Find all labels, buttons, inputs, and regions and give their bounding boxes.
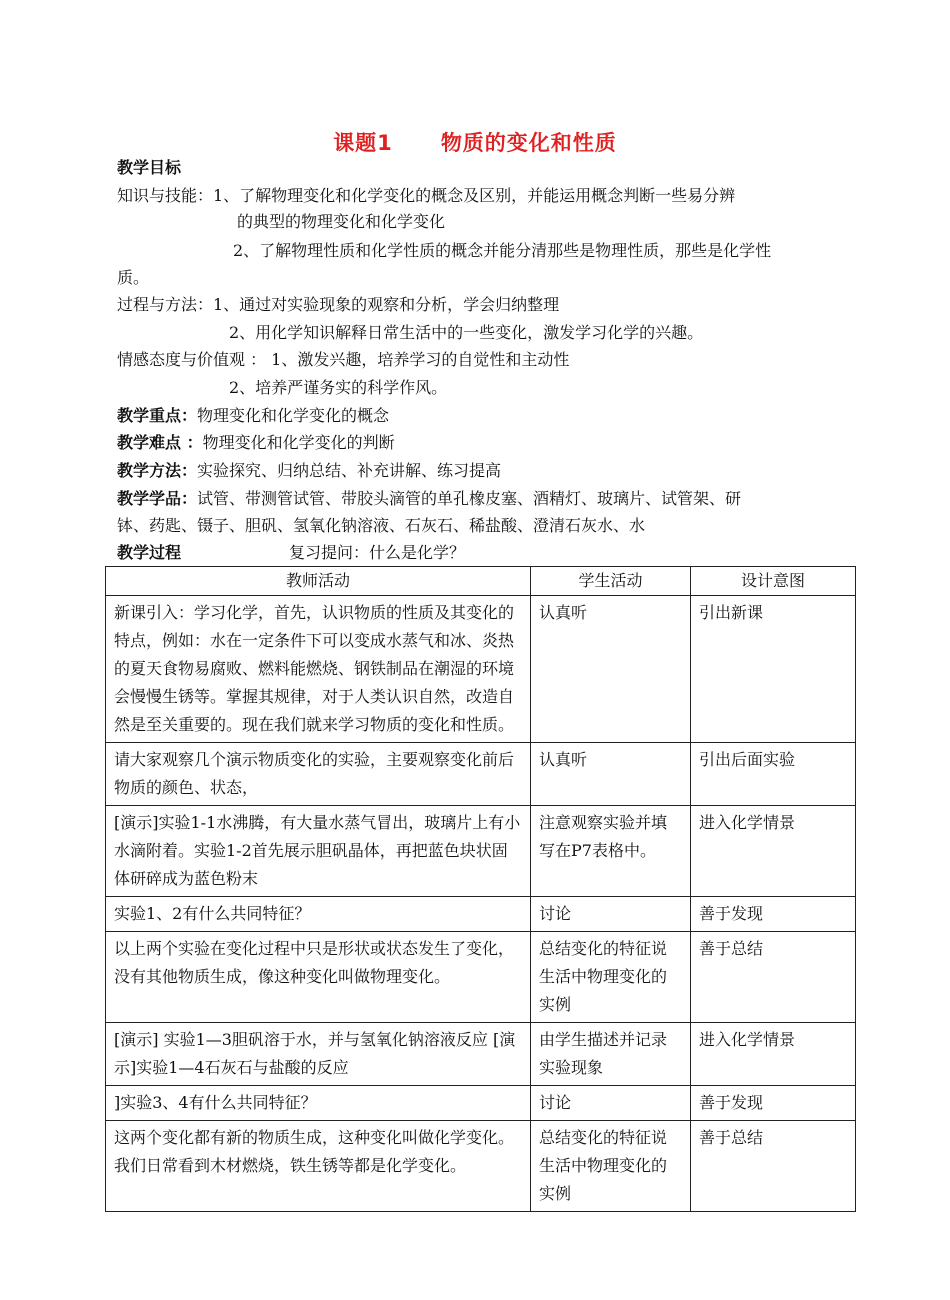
header-teacher: 教师活动 — [106, 567, 531, 596]
knowledge-line-2: 的典型的物理变化和化学变化 — [237, 212, 446, 231]
review-question: 复习提问：什么是化学？ — [289, 543, 466, 562]
intent-cell: 善于发现 — [691, 1086, 856, 1121]
emotion-line-1: 情感态度与价值观 ： 1、激发兴趣，培养学习的自觉性和主动性 — [117, 350, 570, 369]
key-point — [117, 405, 389, 427]
process-row — [117, 542, 465, 564]
table-row — [106, 806, 856, 897]
process-heading: 教学过程 — [117, 543, 182, 562]
intent-cell: 善于总结 — [691, 932, 856, 1023]
emotion-line-2: 2、培养严谨务实的科学作风。 — [229, 378, 448, 397]
student-cell: 讨论 — [531, 897, 691, 932]
intent-cell: 善于发现 — [691, 897, 856, 932]
table-row — [106, 1121, 856, 1212]
table-row — [106, 1023, 856, 1086]
intent-cell: 进入化学情景 — [691, 1023, 856, 1086]
teacher-cell: [演示]实验1-1水沸腾，有大量水蒸气冒出，玻璃片上有小水滴附着。实验1-2首先展示胆矾晶体，再把蓝色块状固体研碎成为蓝色粉末 — [106, 806, 531, 897]
key-point-label: 教学重点： — [117, 406, 198, 425]
teacher-cell: [演示] 实验1—3胆矾溶于水，并与氢氧化钠溶液反应 [演示]实验1—4石灰石与盐酸的反应 — [106, 1023, 531, 1086]
intent-cell: 引出后面实验 — [691, 743, 856, 806]
student-cell: 由学生描述并记录实验现象 — [531, 1023, 691, 1086]
objectives-heading: 教学目标 — [117, 158, 182, 177]
student-cell: 认真听 — [531, 743, 691, 806]
table-row — [106, 596, 856, 743]
process-method-line-1: 过程与方法：1、通过对实验现象的观察和分析，学会归纳整理 — [117, 295, 560, 314]
intent-cell: 进入化学情景 — [691, 806, 856, 897]
knowledge-line-1: 知识与技能：1、了解物理变化和化学变化的概念及区别，并能运用概念判断一些易分辨 — [117, 186, 736, 205]
method-value: 实验探究、归纳总结、补充讲解、练习提高 — [197, 461, 502, 480]
teacher-cell: 新课引入：学习化学，首先，认识物质的性质及其变化的特点，例如：水在一定条件下可以变成水蒸气和冰、炎热的夏天食物易腐败、燃料能燃烧、钢铁制品在潮湿的环境会慢慢生锈等。掌握其规律，对于人类认识自然，改造自然是至关重要的。现在我们就来学习物质的变化和性质。 — [106, 596, 531, 743]
intent-cell: 引出新课 — [691, 596, 856, 743]
teacher-cell: 以上两个实验在变化过程中只是形状或状态发生了变化，没有其他物质生成，像这种变化叫做物理变化。 — [106, 932, 531, 1023]
teacher-cell: 请大家观察几个演示物质变化的实验，主要观察变化前后物质的颜色、状态， — [106, 743, 531, 806]
method-label: 教学方法： — [117, 461, 198, 480]
teacher-cell: ]实验3、4有什么共同特征？ — [106, 1086, 531, 1121]
difficulty — [117, 432, 395, 454]
header-student: 学生活动 — [531, 567, 691, 596]
header-intent: 设计意图 — [691, 567, 856, 596]
knowledge-line-4: 质。 — [117, 268, 150, 287]
key-point-value: 物理变化和化学变化的概念 — [197, 406, 390, 425]
lesson-table — [105, 566, 855, 1212]
materials — [117, 488, 741, 510]
materials-line-1: 试管、带测管试管、带胶头滴管的单孔橡皮塞、酒精灯、玻璃片、试管架、研 — [197, 489, 742, 508]
materials-label: 教学学品： — [117, 489, 198, 508]
knowledge-line-3: 2、了解物理性质和化学性质的概念并能分清那些是物理性质，那些是化学性 — [233, 241, 772, 260]
process-method-line-2: 2、用化学知识解释日常生活中的一些变化，激发学习化学的兴趣。 — [229, 323, 704, 342]
difficulty-value: 物理变化和化学变化的判断 — [202, 433, 395, 452]
method — [117, 460, 501, 482]
table-row — [106, 897, 856, 932]
student-cell: 讨论 — [531, 1086, 691, 1121]
teacher-cell: 实验1、2有什么共同特征？ — [106, 897, 531, 932]
table-header-row — [106, 567, 856, 596]
table-row — [106, 932, 856, 1023]
title-lesson-number: 课题1 — [333, 131, 393, 155]
page-title — [0, 127, 950, 157]
teacher-cell: 这两个变化都有新的物质生成，这种变化叫做化学变化。我们日常看到木材燃烧，铁生锈等都是化学变化。 — [106, 1121, 531, 1212]
student-cell: 注意观察实验并填写在P7表格中。 — [531, 806, 691, 897]
table-row — [106, 743, 856, 806]
intent-cell: 善于总结 — [691, 1121, 856, 1212]
materials-line-2: 钵、药匙、镊子、胆矾、氢氧化钠溶液、石灰石、稀盐酸、澄清石灰水、水 — [117, 516, 646, 535]
student-cell: 总结变化的特征说生活中物理变化的实例 — [531, 1121, 691, 1212]
table-row — [106, 1086, 856, 1121]
student-cell: 总结变化的特征说生活中物理变化的实例 — [531, 932, 691, 1023]
student-cell: 认真听 — [531, 596, 691, 743]
difficulty-label: 教学难点 ： — [117, 433, 203, 452]
title-topic: 物质的变化和性质 — [440, 131, 617, 155]
